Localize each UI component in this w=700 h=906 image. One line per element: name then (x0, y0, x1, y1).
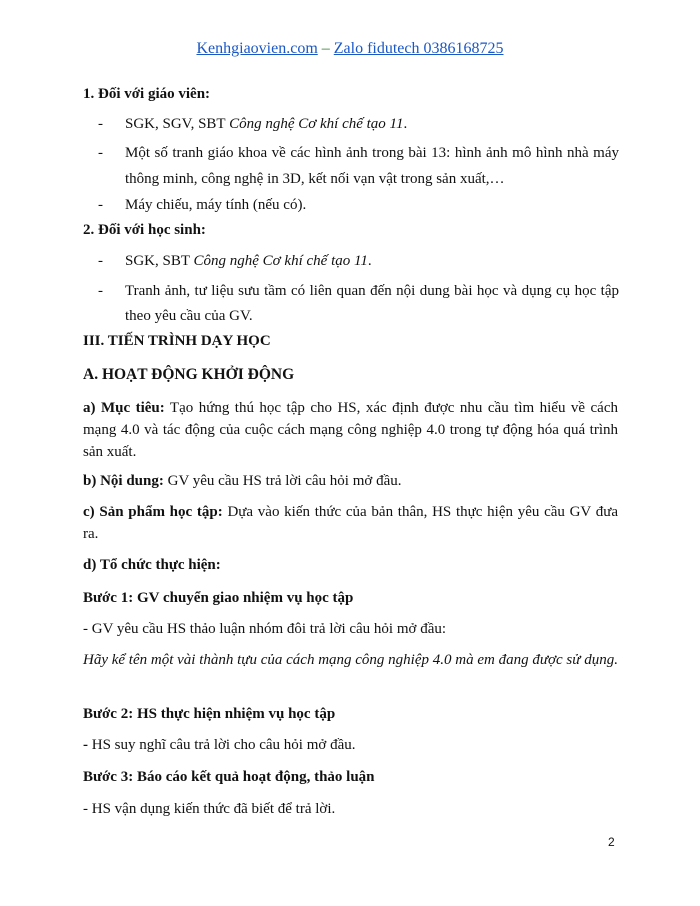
section-process-heading: III. TIẾN TRÌNH DẠY HỌC (83, 333, 271, 349)
contact-link[interactable]: Zalo fidutech 0386168725 (333, 40, 504, 57)
list-item-text: Tranh ảnh, tư liệu sưu tầm có liên quan đến nội dung bài học và dụng cụ học tập theo yêu cầu của GV. (125, 283, 619, 324)
header-separator: – (317, 40, 334, 57)
list-item-text: Máy chiếu, máy tính (nếu có). (125, 197, 307, 213)
step2-heading: Bước 2: HS thực hiện nhiệm vụ học tập (83, 706, 336, 722)
section-teacher-heading: 1. Đối với giáo viên: (83, 86, 211, 102)
page-number: 2 (608, 835, 615, 849)
step1-line: - GV yêu cầu HS thảo luận nhóm đôi trả lời câu hỏi mở đầu: (83, 621, 447, 637)
step1-question: Hãy kể tên một vài thành tựu của cách mạng công nghiệp 4.0 mà em đang được sử dụng. (83, 652, 618, 668)
step1-heading: Bước 1: GV chuyển giao nhiệm vụ học tập (83, 590, 354, 606)
section-student-heading: 2. Đối với học sinh: (83, 222, 206, 238)
objective-paragraph: a) Mục tiêu: Tạo hứng thú học tập cho HS, xác định được nhu cầu tìm hiểu về cách mạng 4.0 và tác động của cuộc cách mạng công nghiệp 4.0 trong tự động hóa quá trình sản xuất. (83, 400, 618, 460)
content-paragraph: b) Nội dung: GV yêu cầu HS trả lời câu hỏi mở đầu. (83, 473, 402, 489)
list-dash: - (98, 145, 103, 161)
section-activity-heading: A. HOẠT ĐỘNG KHỞI ĐỘNG (83, 366, 295, 383)
list-item-text: Một số tranh giáo khoa về các hình ảnh trong bài 13: hình ảnh mô hình nhà máy thông minh, công nghệ in 3D, kết nối vạn vật trong sản xuất,… (125, 145, 619, 187)
site-link[interactable]: Kenhgiaovien.com (196, 40, 318, 57)
step2-line: - HS suy nghĩ câu trả lời cho câu hỏi mở đầu. (83, 737, 356, 753)
list-dash: - (98, 116, 103, 132)
list-item-text: SGK, SBT Công nghệ Cơ khí chế tạo 11. (125, 253, 372, 269)
organization-heading: d) Tổ chức thực hiện: (83, 557, 221, 573)
list-dash: - (98, 197, 103, 213)
list-dash: - (98, 283, 103, 299)
list-item-text: SGK, SGV, SBT Công nghệ Cơ khí chế tạo 11. (125, 116, 408, 132)
step3-line: - HS vận dụng kiến thức đã biết để trả lời. (83, 801, 336, 817)
page-header (0, 40, 700, 58)
product-paragraph: c) Sản phẩm học tập: Dựa vào kiến thức của bản thân, HS thực hiện yêu cầu GV đưa ra. (83, 504, 619, 542)
step3-heading: Bước 3: Báo cáo kết quả hoạt động, thảo luận (83, 769, 375, 785)
list-dash: - (98, 253, 103, 269)
